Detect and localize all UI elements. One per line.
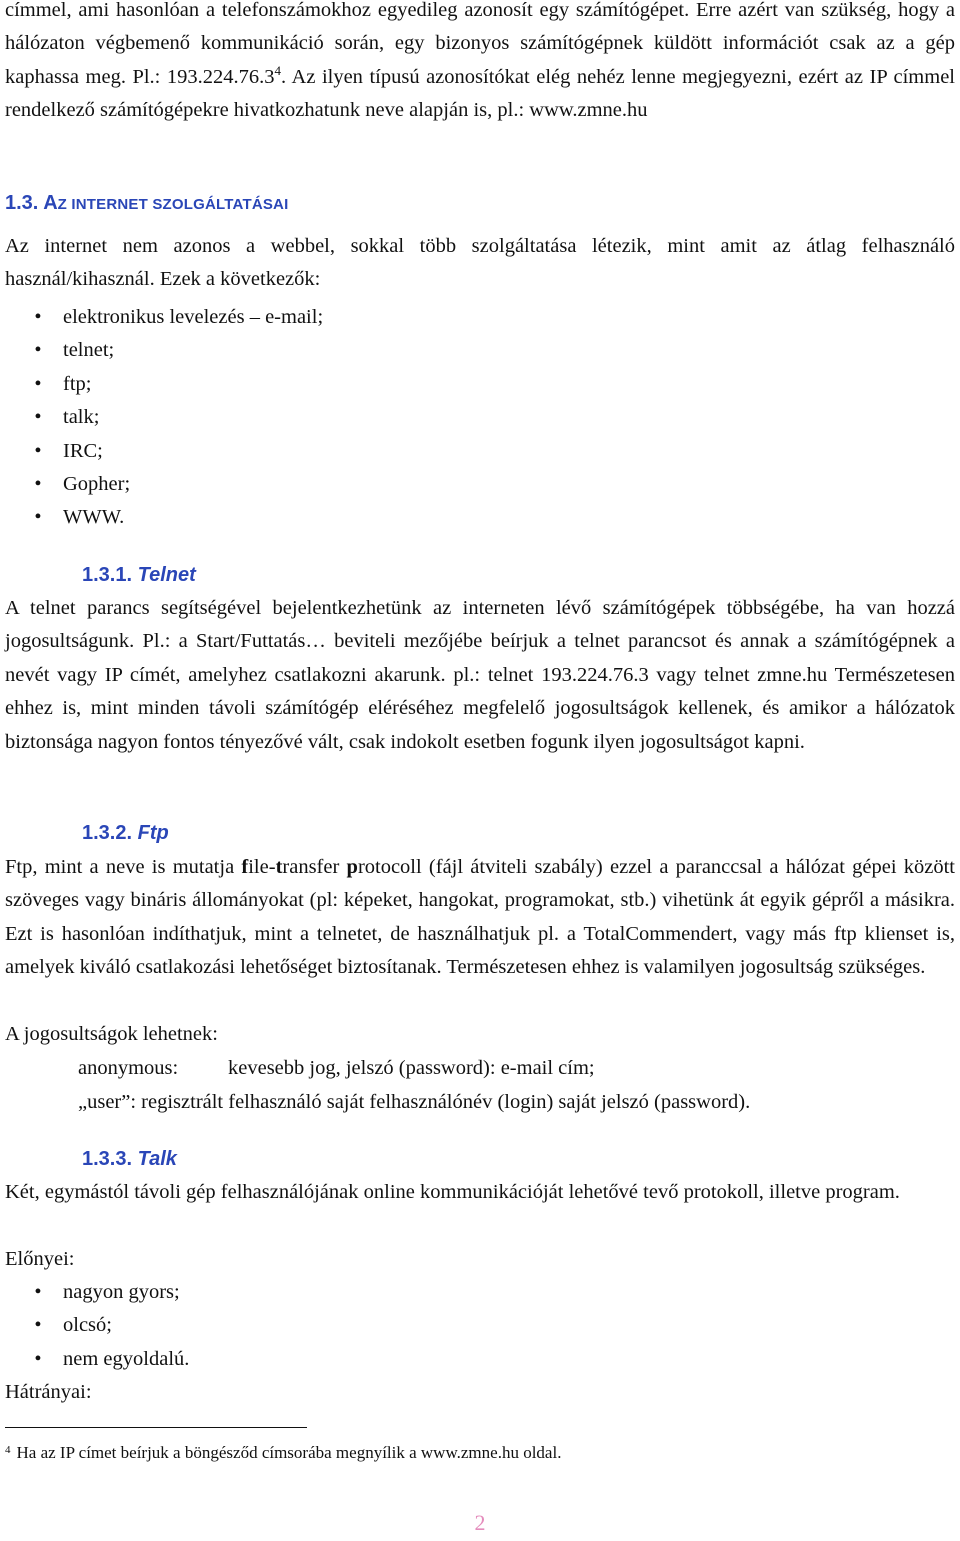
page-number: 2	[474, 1510, 486, 1535]
talk-paragraph: Két, egymástól távoli gép felhasználójának online kommunikációját lehetővé tevő protokoll, illetve program.	[5, 1181, 900, 1203]
bullet-icon: •	[34, 506, 42, 529]
bullet-icon: •	[34, 439, 42, 462]
permission-anonymous	[78, 1052, 595, 1085]
intro-text-before: címmel, ami hasonlóan a telefonszámokhoz egyedileg azonosít egy számítógépet. Erre azért van szükség, hogy a hálózaton végbemenő kommunikáció során, egy bizonyos számítógépnek küldött információt csak az a gép kaphassa meg. Pl.: 193.224.76.3	[5, 0, 955, 88]
list-item: • telnet;	[5, 334, 323, 367]
intro-text-after: . Az ilyen típusú azonosítókat elég nehéz lenne megjegyezni, ezért az IP címmel rendelkező számítógépekre hivatkozhatunk neve alapján is, pl.: www.zmne.hu	[5, 65, 955, 122]
bullet-icon: •	[34, 1347, 42, 1370]
bullet-icon: •	[34, 472, 42, 495]
section-title: Telnet	[137, 564, 196, 586]
advantages-label: Előnyei:	[5, 1248, 75, 1270]
intro-paragraph	[5, 0, 955, 128]
disadvantages-label: Hátrányai:	[5, 1381, 92, 1403]
list-item: • olcsó;	[5, 1309, 189, 1342]
section-number: 1.3.1.	[82, 564, 133, 586]
footnote-text: Ha az IP címet beírjuk a böngésződ címsorába megnyílik a www.zmne.hu oldal.	[16, 1443, 562, 1462]
bullet-icon: •	[34, 1314, 42, 1337]
services-intro-paragraph: Az internet nem azonos a webbel, sokkal több szolgáltatása létezik, mint amit az átlag felhasználó használ/kihasznál. Ezek a következők:	[5, 235, 955, 291]
section-number: 1.3.3.	[82, 1148, 133, 1170]
section-title-rest: Z INTERNET SZOLGÁLTATÁSAI	[57, 196, 289, 213]
footnote-number: 4	[5, 1444, 11, 1456]
footnote	[5, 1442, 561, 1464]
list-item: • nagyon gyors;	[5, 1276, 189, 1309]
list-item: • ftp;	[5, 368, 323, 401]
list-item: • WWW.	[5, 501, 323, 534]
permission-user: „user”: regisztrált felhasználó saját felhasználónév (login) saját jelszó (password).	[78, 1091, 751, 1113]
section-title: Ftp	[137, 822, 169, 844]
list-item: • Gopher;	[5, 468, 323, 501]
permission-key: anonymous:	[78, 1057, 179, 1079]
bullet-icon: •	[34, 306, 42, 328]
section-number: 1.3.	[5, 192, 39, 214]
advantages-list	[5, 1276, 189, 1376]
telnet-paragraph: A telnet parancs segítségével bejelentkezhetünk az interneten lévő számítógépek többségébe, ha van hozzá jogosultságunk. Pl.: a Start/Futtatás… beviteli mezőjébe beírjuk a telnet parancsot és annak a számítógépnek a nevét vagy IP címét, amelyhez csatlakozni akarunk. pl.: telnet 193.224.76.3 vagy telnet zmne.hu Természetesen ehhez is, mint minden távoli számítógép eléréséhez megfelelő jogosultságok kellenek, és amikor a hálózatok biztonsága nagyon fontos tényezővé vált, csak indokolt esetben fogunk ilyen jogosultságot kapni.	[5, 597, 955, 753]
list-item: • nem egyoldalú.	[5, 1343, 189, 1376]
section-title-initial: A	[43, 192, 58, 214]
section-title: Talk	[137, 1148, 177, 1170]
section-number: 1.3.2.	[82, 822, 133, 844]
list-item: • IRC;	[5, 435, 323, 468]
permissions-intro: A jogosultságok lehetnek:	[5, 1023, 218, 1045]
list-item: • talk;	[5, 401, 323, 434]
section-heading-1-3	[5, 190, 288, 218]
section-heading-1-3-1	[82, 562, 196, 588]
bullet-icon: •	[34, 339, 42, 362]
permission-value: kevesebb jog, jelszó (password): e-mail cím;	[228, 1057, 595, 1079]
ftp-paragraph: Ftp, mint a neve is mutatja file-transfer protocoll (fájl átviteli szabály) ezzel a paranccsal a hálózat gépei között szöveges vagy bináris állományokat (pl: képeket, hangokat, programokat, stb.) vihetünk át egyik gépről a másikra. Ezt is hasonlóan indíthatjuk, mint a telnetet, de használhatjuk pl. a TotalCommendert, vagy más ftp klienset is, amelyek kiváló csatlakozási lehetőséget biztosítanak. Természetesen ehhez is valamilyen jogosultság szükséges.	[5, 856, 955, 979]
footnote-reference[interactable]: 4	[274, 62, 282, 78]
services-list	[5, 301, 323, 535]
bullet-icon: •	[34, 1281, 42, 1303]
footnote-divider	[5, 1427, 307, 1428]
bullet-icon: •	[34, 406, 42, 429]
section-heading-1-3-2	[82, 820, 169, 846]
section-heading-1-3-3	[82, 1146, 177, 1172]
bullet-icon: •	[34, 372, 42, 395]
list-item: • elektronikus levelezés – e-mail;	[5, 301, 323, 334]
